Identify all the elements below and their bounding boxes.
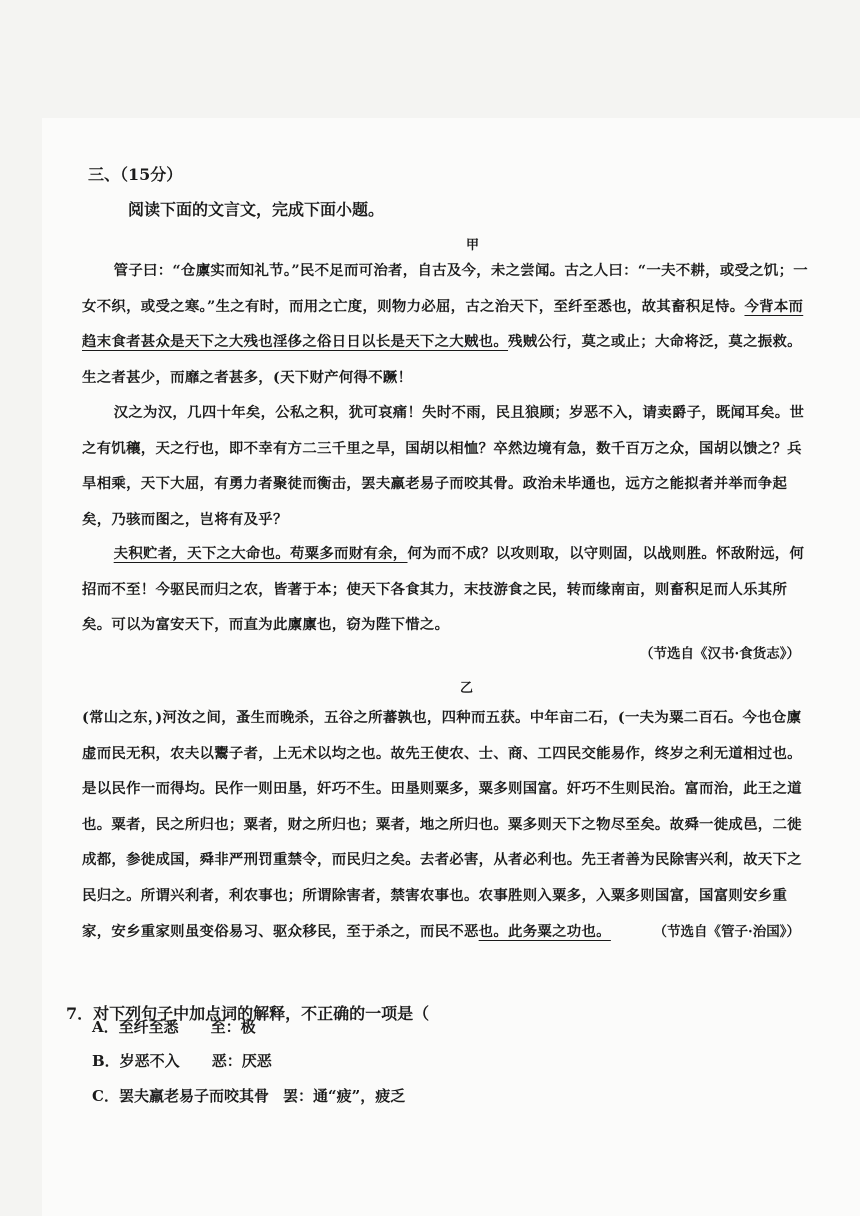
instruction: 阅读下面的文言文，完成下面小题。 [128, 200, 385, 219]
passage-a-text: 残贼公行，莫之或止；大命将泛，莫之振救。生之者甚少，而靡之者甚多，(天下财产何得不蹶！ [82, 333, 802, 386]
passage-a-text: 何为而不成？以攻则取，以守则固，以战则胜。怀敌附远，何招而不至！今驱民而归之农，皆著于本；使天下各食其力，末技游食之民，转而缘南亩，则畜积足而人乐其所矣。可以为富安天下，而直为此廪廪也，窃为陛下惜之。 [82, 545, 805, 634]
passage-b-paragraph [82, 700, 808, 949]
option-b [92, 1050, 272, 1071]
option-c-explain: 罢：通“疲”，疲乏 [282, 1087, 406, 1105]
option-c [92, 1085, 405, 1106]
option-a-explain: 至：极 [210, 1018, 256, 1036]
option-b-explain: 恶：厌恶 [211, 1052, 272, 1070]
underlined-sentence: 今背本而趋末食者甚众是天下之大残也淫侈之俗日日以长是天下之大贼也。 [82, 297, 804, 351]
option-a [92, 1016, 256, 1037]
option-c-label: C．罢夫羸老易子而咬其骨 [92, 1087, 269, 1105]
passage-b-text: (常山之东，)河汝之间，蚤生而晚杀，五谷之所蕃孰也，四种而五获。中年亩二石，(一夫为粟二百石。今也仓廪虚而民无积，农夫以鬻子者，上无术以均之也。故先王使农、士、商、工四民交能易作，终岁之利无道相过也。是以民作一而得均。民作一则田垦，奸巧不生。田垦则粟多，粟多则国富。奸巧不生则民治。富而治，此王之道也。粟者，民之所归也；粟者，财之所归也；粟者，地之所归也。粟多则天下之物尽至矣。故舜一徙成邑，二徙成都，参徙成国，舜非严刑罚重禁令，而民归之矣。去者必害，从者必利也。先王者善为民除害兴利，故天下之民归之。所谓兴利者，利农事也；所谓除害者，禁害农事也。农事胜则入粟多，入粟多则国富，国富则安乡重家，安乡重家则虽变俗易习、驱众移民，至于杀之，而民不恶 [82, 709, 802, 940]
passage-a-text: 管子曰：“仓廪实而知礼节。”民不足而可治者，自古及今，未之尝闻。古之人曰：“一夫不耕，或受之饥；一女不织，或受之寒。”生之有时，而用之亡度，则物力必屈，古之治天下，至纤至悉也，故其畜积足恃。 [82, 262, 808, 315]
passage-a-paragraph-2: 汉之为汉，几四十年矣，公私之积，犹可哀痛！失时不雨，民且狼顾；岁恶不入，请卖爵子，既闻耳矣。世之有饥穰，天之行也，即不幸有方二三千里之旱，国胡以相恤？卒然边境有急，数千百万之众，国胡以馈之？兵旱相乘，天下大屈，有勇力者聚徒而衡击，罢夫羸老易子而咬其骨。政治未毕通也，远方之能拟者并举而争起矣，乃骇而图之，岂将有及乎？ [82, 404, 805, 528]
option-a-label: A．至纤至悉 [92, 1018, 179, 1036]
option-b-label: B．岁恶不入 [92, 1052, 180, 1070]
passage-b-source: （节选自《管子·治国》） [653, 924, 800, 940]
passage-a-paragraph-3 [82, 536, 808, 643]
section-title: 三、（15分） [88, 165, 183, 184]
underlined-sentence: 也。此务粟之功也。 [478, 922, 611, 940]
underlined-sentence: 夫积贮者，天下之大命也。苟粟多而财有余， [113, 545, 408, 562]
passage-a-label: 甲 [466, 238, 480, 253]
passage-b-label: 乙 [460, 681, 474, 696]
passage-a-source: （节选自《汉书·食货志》） [640, 646, 800, 662]
passage-a-paragraph-1 [82, 253, 808, 395]
question-7-stem: 7．对下列句子中加点词的解释，不正确的一项是（ [66, 1004, 430, 1023]
